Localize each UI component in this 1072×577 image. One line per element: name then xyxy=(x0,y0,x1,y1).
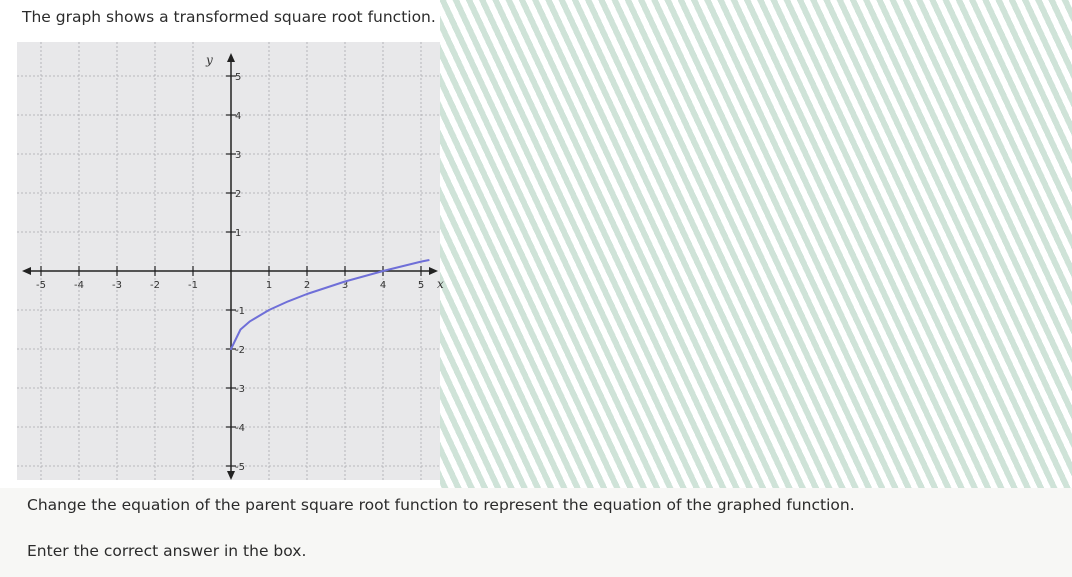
y-tick-label: 2 xyxy=(235,189,242,200)
x-tick-label: -5 xyxy=(36,280,46,291)
y-tick-label: -5 xyxy=(235,462,245,473)
y-axis-label: y xyxy=(206,53,213,67)
square-root-graph xyxy=(0,40,444,488)
y-tick-label: 4 xyxy=(235,111,242,122)
x-tick-label: 2 xyxy=(303,280,311,291)
question-intro: The graph shows a transformed square root function. xyxy=(22,8,436,26)
x-tick-label: -4 xyxy=(74,280,84,291)
plot-area xyxy=(17,42,440,480)
x-tick-label: 3 xyxy=(341,280,349,291)
x-tick-label: 5 xyxy=(417,280,425,291)
x-axis-label: x xyxy=(437,277,444,291)
x-tick-label: 4 xyxy=(379,280,387,291)
x-tick-label: -2 xyxy=(150,280,160,291)
question-instruction: Change the equation of the parent square root function to represent the equation of the graphed function. xyxy=(27,496,855,514)
y-tick-label: 3 xyxy=(235,150,242,161)
y-tick-label: -4 xyxy=(235,423,245,434)
y-tick-label: -3 xyxy=(235,384,245,395)
x-tick-label: 1 xyxy=(265,280,273,291)
answer-prompt: Enter the correct answer in the box. xyxy=(27,542,307,560)
x-tick-label: -1 xyxy=(188,280,198,291)
x-tick-label: -3 xyxy=(112,280,122,291)
y-tick-label: 5 xyxy=(235,72,242,83)
y-tick-label: -2 xyxy=(235,345,245,356)
y-tick-label: -1 xyxy=(235,306,245,317)
y-tick-label: 1 xyxy=(235,228,242,239)
